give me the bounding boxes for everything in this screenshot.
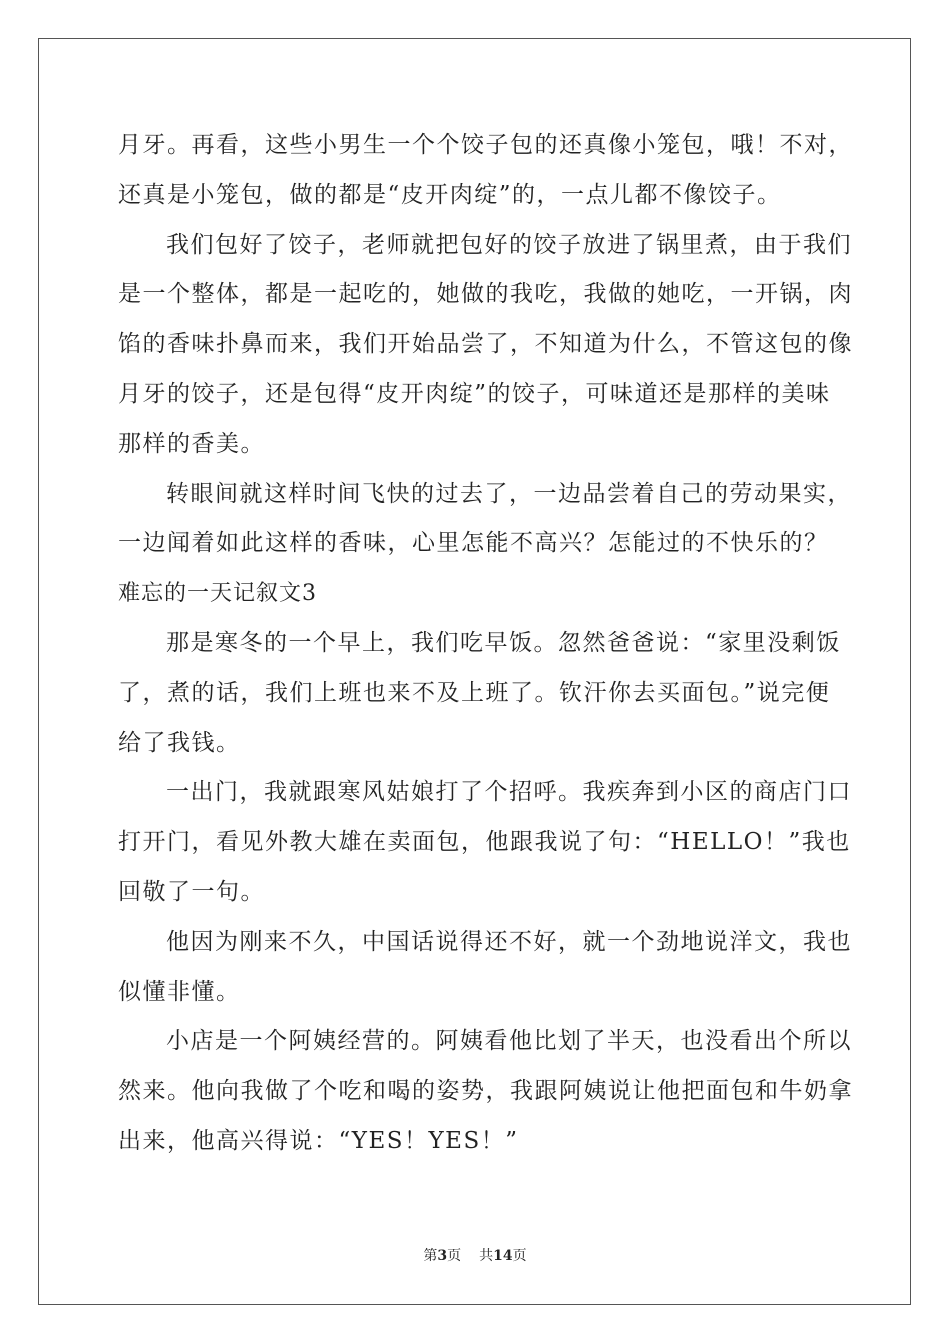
total-suffix: 页 (512, 1248, 527, 1264)
text-line: 出来，他高兴得说：“YES！YES！” (118, 1127, 519, 1154)
text-line: 了，煮的话，我们上班也来不及上班了。钦汗你去买面包。”说完便 (118, 679, 831, 706)
text-line: 是一个整体，都是一起吃的，她做的我吃，我做的她吃，一开锅，肉 (118, 281, 853, 308)
text-line: 馅的香味扑鼻而来，我们开始品尝了，不知道为什么，不管这包的像 (118, 331, 853, 358)
text-line: 还真是小笼包，做的都是“皮开肉绽”的，一点儿都不像饺子。 (118, 181, 782, 208)
page-footer (0, 1245, 950, 1265)
paragraph-start: 转眼间就这样时间飞快的过去了，一边品尝着自己的劳动果实， (166, 480, 852, 507)
paragraph-start: 小店是一个阿姨经营的。阿姨看他比划了半天，也没看出个所以 (166, 1028, 852, 1055)
text-line: 那样的香美。 (118, 430, 265, 457)
paragraph-start: 一出门，我就跟寒风姑娘打了个招呼。我疾奔到小区的商店门口 (166, 779, 852, 806)
text-line: 似懂非懂。 (118, 978, 241, 1005)
page-suffix: 页 (447, 1248, 462, 1264)
text-line: 月牙的饺子，还是包得“皮开肉绽”的饺子，可味道还是那样的美味 (118, 380, 831, 407)
text-line: 打开门，看见外教大雄在卖面包，他跟我说了句：“HELLO！”我也 (118, 829, 851, 856)
page-number: 3 (437, 1248, 448, 1264)
text-line: 一边闻着如此这样的香味，心里怎能不高兴？怎能过的不快乐的？ (118, 530, 829, 557)
text-line: 回敬了一句。 (118, 878, 265, 905)
text-line: 月牙。再看，这些小男生一个个饺子包的还真像小笼包，哦！不对， (118, 132, 853, 158)
paragraph-start: 我们包好了饺子，老师就把包好的饺子放进了锅里煮，由于我们 (166, 231, 852, 258)
total-pages: 14 (493, 1248, 513, 1264)
paragraph-start: 他因为刚来不久，中国话说得还不好，就一个劲地说洋文，我也 (166, 928, 852, 955)
document-body (118, 121, 853, 1167)
page-prefix: 第 (423, 1248, 438, 1264)
text-line: 然来。他向我做了个吃和喝的姿势，我跟阿姨说让他把面包和牛奶拿 (118, 1078, 853, 1105)
total-prefix: 共 (479, 1248, 494, 1264)
text-line: 给了我钱。 (118, 729, 241, 756)
section-heading: 难忘的一天记叙文3 (118, 581, 317, 607)
paragraph-start: 那是寒冬的一个早上，我们吃早饭。忽然爸爸说：“家里没剩饭 (166, 629, 841, 656)
